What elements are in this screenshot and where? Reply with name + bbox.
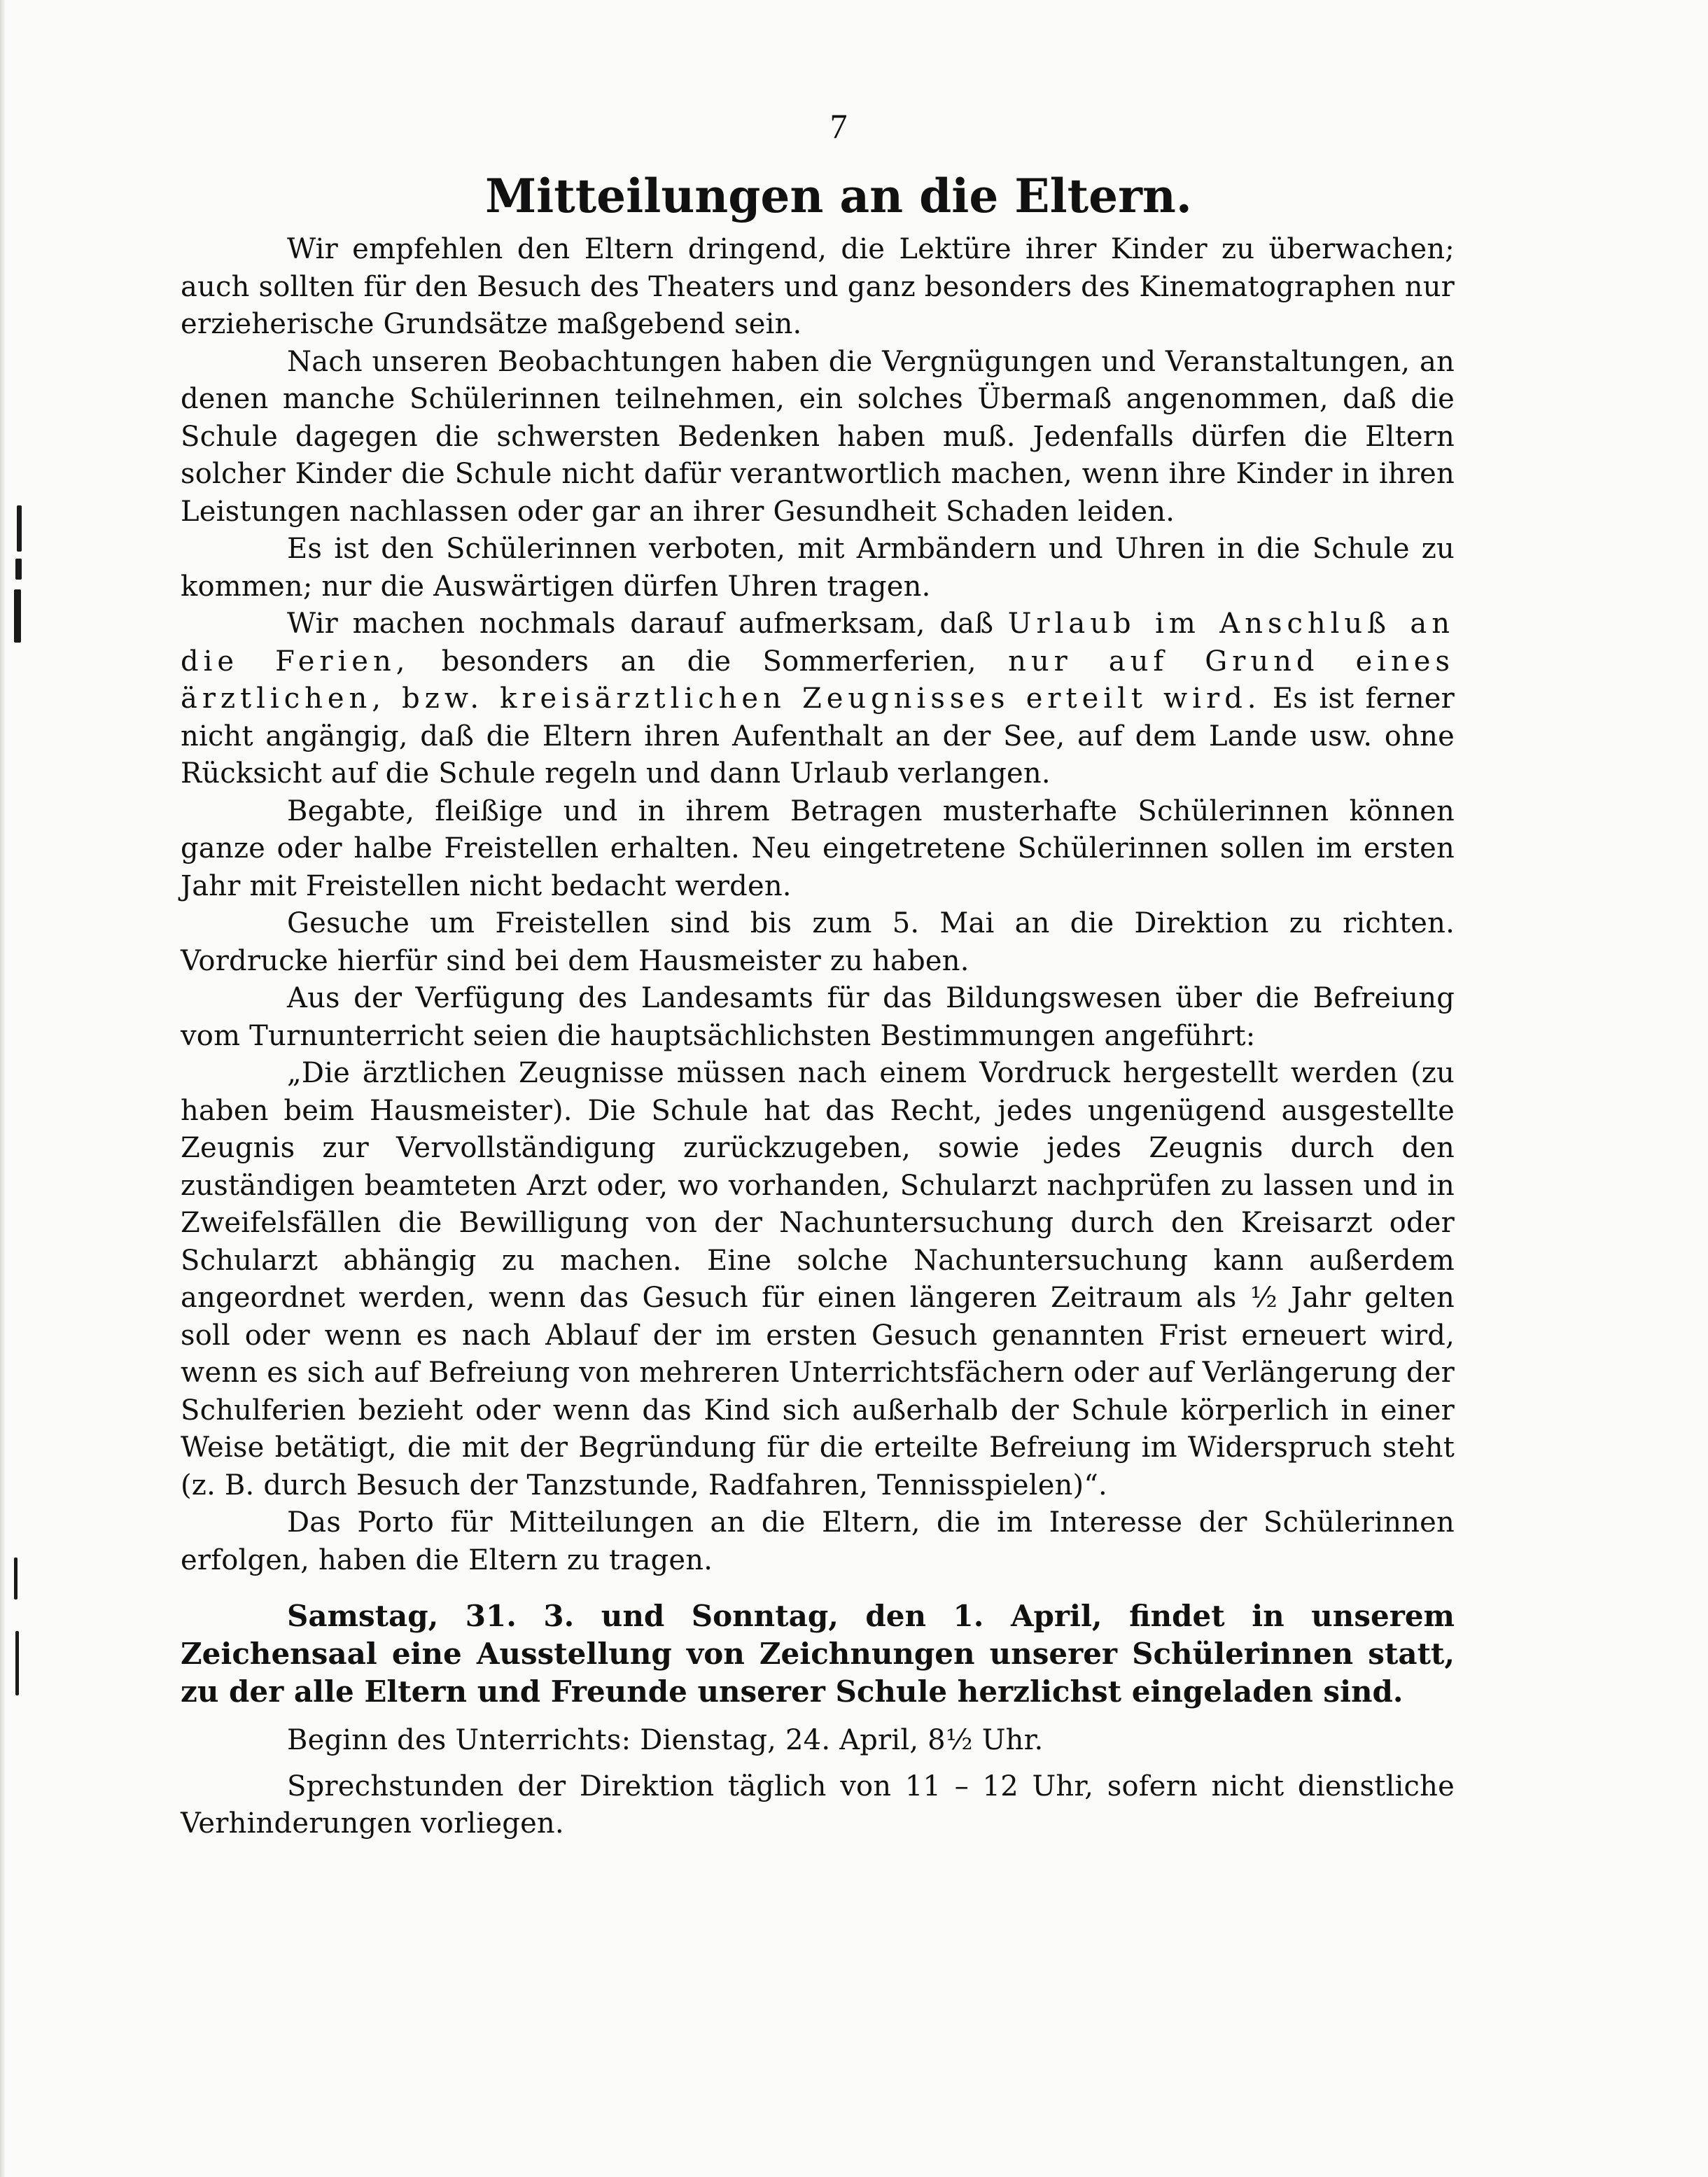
paragraph-postage: Das Porto für Mitteilungen an die Eltern, die im Interesse der Schülerinnen erfolgen, haben die Eltern zu tragen. xyxy=(181,1506,1455,1576)
office-hours-notice: Sprechstunden der Direktion täglich von 11 – 12 Uhr, sofern nicht dienstliche Verhinderungen vorliegen. xyxy=(181,1770,1455,1840)
exhibition-notice: Samstag, 31. 3. und Sonntag, den 1. April, findet in unserem Zeichensaal eine Ausstellung von Zeichnungen unserer Schülerinnen statt, zu der alle Eltern und Freunde unserer Schule herzlichst eingeladen sind. xyxy=(181,1599,1455,1709)
scan-mark-4 xyxy=(14,1558,18,1600)
vacation-text-1: Wir machen nochmals darauf aufmerksam, daß xyxy=(287,608,1008,640)
paragraph-scholarships: Begabte, fleißige und in ihrem Betragen musterhafte Schülerinnen können ganze oder halbe Freistellen erhalten. Neu eingetretene Schülerinnen sollen im ersten Jahr mit Freistellen nicht bedacht werden. xyxy=(181,794,1455,902)
paragraph-watches: Es ist den Schülerinnen verboten, mit Armbändern und Uhren in die Schule zu kommen; nur die Auswärtigen dürfen Uhren tragen. xyxy=(181,533,1455,603)
scan-mark-1 xyxy=(17,505,22,552)
vacation-emphasis-1: Urlaub im Anschluß an die Ferien, xyxy=(181,608,1455,678)
paragraph-events: Nach unseren Beobachtungen haben die Vergnügungen und Veranstaltungen, an denen manche Schülerinnen teilnehmen, ein solches Übermaß angenommen, daß die Schule dagegen die schwersten Bedenken haben muß. Jedenfalls dürfen die Eltern solcher Kinder die Schule nicht dafür verantwortlich machen, wenn ihre Kinder in ihren Leistungen nachlassen oder gar an ihrer Gesundheit Schaden leiden. xyxy=(181,345,1455,528)
paragraph-scholarship-requests: Gesuche um Freistellen sind bis zum 5. Mai an die Direktion zu richten. Vordrucke hierfür sind bei dem Hausmeister zu haben. xyxy=(181,907,1455,977)
page-number: 7 xyxy=(830,106,848,146)
page-title: Mitteilungen an die Eltern. xyxy=(485,169,1192,223)
paragraph-vacation-leave xyxy=(181,606,1455,793)
paragraph-reading: Wir empfehlen den Eltern dringend, die Lektüre ihrer Kinder zu überwachen; auch sollten für den Besuch des Theaters und ganz besonders des Kinematographen nur erzieherische Grundsätze maßgebend sein. xyxy=(181,233,1455,340)
document-page xyxy=(181,105,1455,1843)
class-start-notice: Beginn des Unterrichts: Dienstag, 24. April, 8½ Uhr. xyxy=(287,1724,1044,1756)
scan-mark-5 xyxy=(15,1631,19,1695)
paragraph-gym-exemption: Aus der Verfügung des Landesamts für das Bildungswesen über die Befreiung vom Turnunterricht seien die hauptsächlichsten Bestimmungen angeführt: xyxy=(181,982,1455,1052)
vacation-emphasis-2: nur auf Grund eines ärztlichen, bzw. kreisärztlichen Zeugnisses erteilt wird. xyxy=(181,645,1455,715)
vacation-text-3: Es ist ferner nicht angängig, daß die Eltern ihren Aufenthalt an der See, auf dem Lande usw. ohne Rücksicht auf die Schule regeln und dann Urlaub verlangen. xyxy=(181,682,1455,790)
scan-mark-3 xyxy=(14,589,21,643)
scan-edge-shadow xyxy=(0,0,6,2177)
scan-mark-2 xyxy=(15,559,22,580)
vacation-text-2: besonders an die Sommerferien, xyxy=(410,645,1009,678)
paragraph-medical-certificates: „Die ärztlichen Zeugnisse müssen nach einem Vordruck hergestellt werden (zu haben beim Hausmeister). Die Schule hat das Recht, jedes ungenügend ausgestellte Zeugnis zur Vervollständigung zurückzugeben, sowie jedes Zeugnis durch den zuständigen beamteten Arzt oder, wo vorhanden, Schularzt nachprüfen zu lassen und in Zweifelsfällen die Bewilligung von der Nachuntersuchung durch den Kreisarzt oder Schularzt abhängig zu machen. Eine solche Nachuntersuchung kann außerdem angeordnet werden, wenn das Gesuch für einen längeren Zeitraum als ½ Jahr gelten soll oder wenn es nach Ablauf der im ersten Gesuch genannten Frist erneuert wird, wenn es sich auf Befreiung von mehreren Unterrichtsfächern oder auf Verlängerung der Schulferien bezieht oder wenn das Kind sich außerhalb der Schule körperlich in einer Weise betätigt, die mit der Begründung für die erteilte Befreiung im Widerspruch steht (z. B. durch Besuch der Tanzstunde, Radfahren, Tennisspielen)“. xyxy=(181,1057,1455,1502)
